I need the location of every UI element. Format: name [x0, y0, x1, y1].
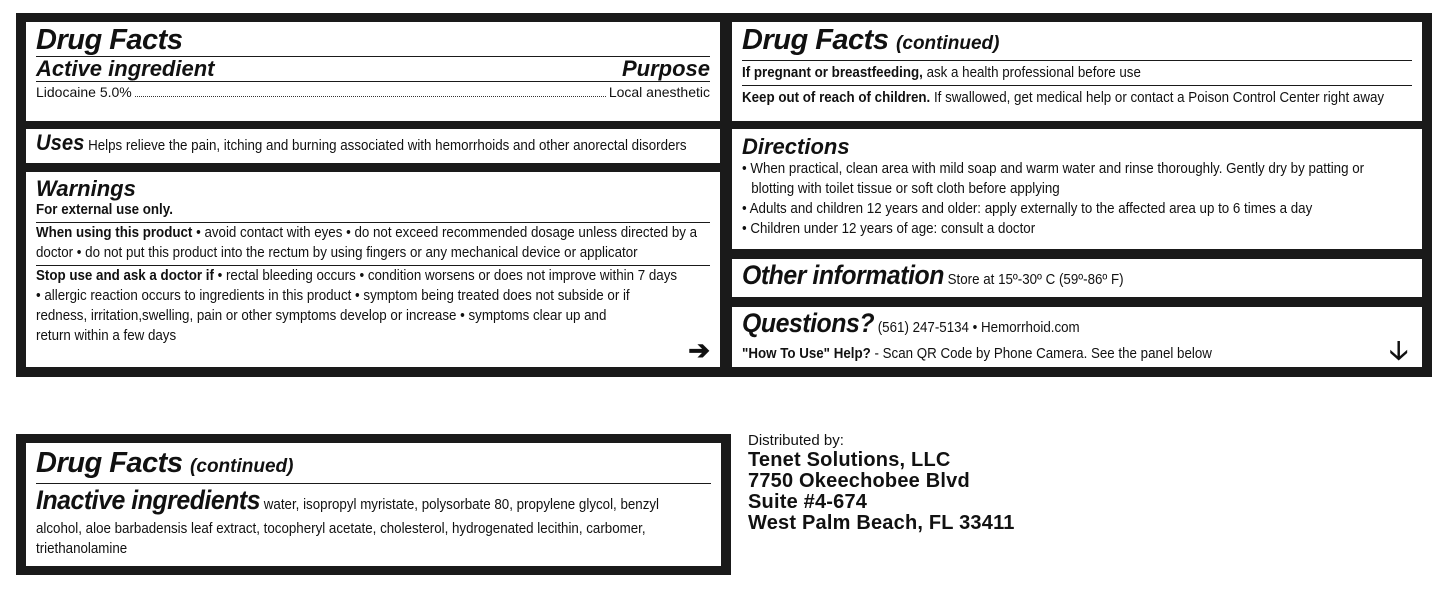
directions-line-1: • When practical, clean area with mild soap and warm water and rinse thoroughly. Gently dry by patting or: [742, 161, 1365, 177]
title-text: Drug Facts: [36, 447, 183, 479]
distributor-city: West Palm Beach, FL 33411: [748, 512, 1015, 534]
uses-text: Helps relieve the pain, itching and burning associated with hemorrhoids and other anorectal disorders: [88, 138, 687, 154]
directions-panel: [732, 129, 1422, 249]
distributor-street: 7750 Okeechobee Blvd: [748, 470, 970, 492]
inactive-line-1: [36, 484, 660, 519]
questions-line: [742, 307, 1358, 346]
other-information-text: Store at 15º-30º C (59º-86º F): [947, 272, 1124, 288]
title-text: Drug Facts: [742, 24, 889, 56]
warnings-panel: [26, 172, 720, 367]
arrow-down-icon: 🡣: [1389, 335, 1408, 365]
leader-dots: [135, 96, 606, 97]
pregnant-line: [742, 61, 1358, 85]
questions-heading: Questions?: [742, 308, 875, 338]
uses-panel: [26, 129, 720, 163]
active-ingredient-header: [36, 57, 710, 81]
drug-facts-title-continued-2: [36, 447, 711, 483]
warnings-heading: Warnings: [36, 176, 136, 201]
children-line: [742, 86, 1385, 110]
directions-line-4: • Children under 12 years of age: consult a doctor: [742, 221, 1036, 237]
directions-line-3: • Adults and children 12 years and older: apply externally to the affected area up to 6 times a day: [742, 201, 1313, 217]
stop-use-line-1: [36, 266, 678, 286]
inactive-line-2: alcohol, aloe barbadensis leaf extract, tocopheryl acetate, cholesterol, hydrogenated lecithin, carbomer,: [36, 521, 646, 537]
children-label: Keep out of reach of children.: [742, 90, 931, 106]
ingredient-name: Lidocaine 5.0%: [36, 84, 132, 100]
other-information-heading: Other information: [742, 260, 944, 290]
stop-use-text-1: • rectal bleeding occurs • condition worsens or does not improve within 7 days: [217, 268, 678, 284]
how-to-use-text: - Scan QR Code by Phone Camera. See the panel below: [874, 346, 1212, 362]
pregnant-label: If pregnant or breastfeeding,: [742, 65, 923, 81]
when-using-text-1: • avoid contact with eyes • do not exceed recommended dosage unless directed by a: [196, 225, 698, 241]
stop-use-line-3: redness, irritation,swelling, pain or other symptoms develop or increase • symptoms clear up and: [36, 308, 607, 324]
drug-facts-title-continued: [742, 24, 1412, 60]
uses-heading: Uses: [36, 130, 85, 155]
continued-label: (continued): [896, 33, 1000, 54]
ingredient-row: [36, 82, 710, 102]
inactive-line-3: triethanolamine: [36, 541, 128, 557]
when-using-line-1: [36, 223, 698, 243]
ingredient-purpose: Local anesthetic: [608, 84, 710, 100]
distributor-block: [748, 432, 1015, 534]
inactive-ingredients-heading: Inactive ingredients: [36, 485, 261, 515]
active-ingredient-panel: [26, 22, 720, 121]
inactive-text-1: water, isopropyl myristate, polysorbate 80, propylene glycol, benzyl: [263, 497, 660, 513]
active-ingredient-heading: Active ingredient: [36, 56, 215, 81]
when-using-line-2: doctor • do not put this product into the rectum by using fingers or any mechanical device or applicator: [36, 245, 638, 261]
distributor-name: Tenet Solutions, LLC: [748, 449, 951, 471]
other-information-line: [742, 259, 1358, 297]
stop-use-label: Stop use and ask a doctor if: [36, 268, 214, 284]
distributor-suite: Suite #4-674: [748, 491, 868, 513]
distributed-by-label: Distributed by:: [748, 432, 844, 449]
how-to-use-line: [742, 346, 1358, 362]
pregnant-text: ask a health professional before use: [926, 65, 1141, 81]
purpose-heading: Purpose: [621, 56, 710, 81]
inactive-ingredients-panel: [26, 443, 721, 566]
stop-use-line-4: return within a few days: [36, 328, 177, 344]
how-to-use-label: "How To Use" Help?: [742, 346, 871, 362]
external-use-text: For external use only.: [36, 202, 173, 218]
drug-facts-title: Drug Facts: [36, 24, 183, 56]
stop-use-line-2: • allergic reaction occurs to ingredients in this product • symptom being treated does not subside or if: [36, 288, 630, 304]
questions-panel: [732, 307, 1422, 367]
questions-text: (561) 247-5134 • Hemorrhoid.com: [877, 320, 1080, 336]
directions-heading: Directions: [742, 134, 850, 159]
when-using-label: When using this product: [36, 225, 193, 241]
other-information-panel: [732, 259, 1422, 297]
arrow-right-icon: ➔: [688, 335, 710, 365]
continued-label: (continued): [190, 456, 294, 477]
children-text: If swallowed, get medical help or contact a Poison Control Center right away: [933, 90, 1385, 106]
pregnancy-panel: [732, 22, 1422, 121]
uses-line: [36, 129, 687, 163]
directions-line-2: blotting with toilet tissue or soft cloth before applying: [751, 181, 1060, 197]
